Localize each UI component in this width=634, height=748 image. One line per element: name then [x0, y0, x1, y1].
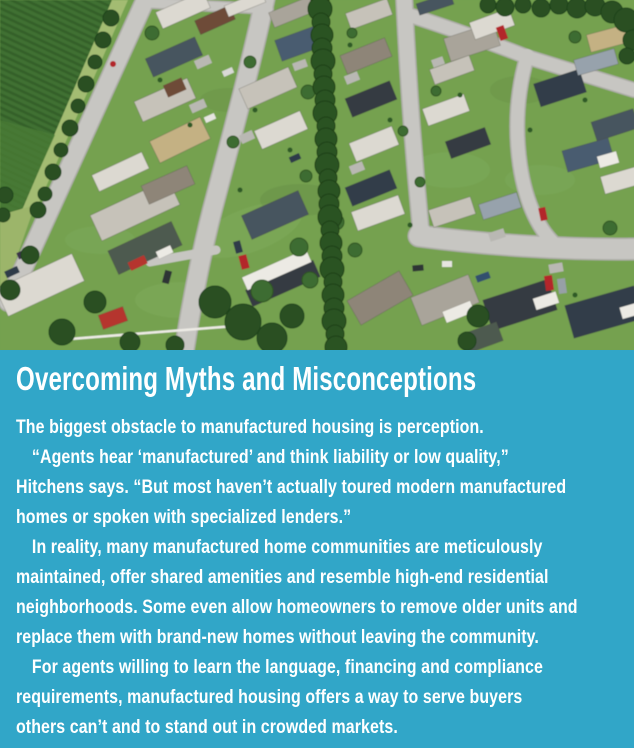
- article-paragraph: [16, 443, 634, 533]
- article-line: maintained, offer shared amenities and resemble high-end residential: [15, 567, 549, 588]
- aerial-photo-illustration: [0, 0, 634, 350]
- article-line: requirements, manufactured housing offers a way to serve buyers: [15, 687, 523, 708]
- article-paragraph: [16, 653, 634, 743]
- article-paragraph: [16, 533, 634, 653]
- article-line: others can’t and to stand out in crowded markets.: [15, 717, 398, 738]
- article-line: homes or spoken with specialized lenders.”: [15, 507, 352, 528]
- article-line: Hitchens says. “But most haven’t actually toured modern manufactured: [15, 477, 567, 498]
- article-line: For agents willing to learn the language, financing and compliance: [31, 657, 543, 678]
- article-line: neighborhoods. Some even allow homeowners to remove older units and: [15, 597, 578, 618]
- article-line: The biggest obstacle to manufactured housing is perception.: [15, 417, 484, 438]
- article-line: replace them with brand-new homes without leaving the community.: [15, 627, 539, 648]
- article-heading-wrap: [0, 350, 634, 398]
- article-heading: Overcoming Myths and Misconceptions: [16, 360, 477, 397]
- article-line: “Agents hear ‘manufactured’ and think liability or low quality,”: [31, 447, 509, 468]
- article-body: [0, 398, 634, 743]
- aerial-photo: [0, 0, 634, 350]
- article-line: In reality, many manufactured home communities are meticulously: [31, 537, 543, 558]
- article-paragraph: [16, 413, 634, 443]
- article-panel: [0, 350, 634, 748]
